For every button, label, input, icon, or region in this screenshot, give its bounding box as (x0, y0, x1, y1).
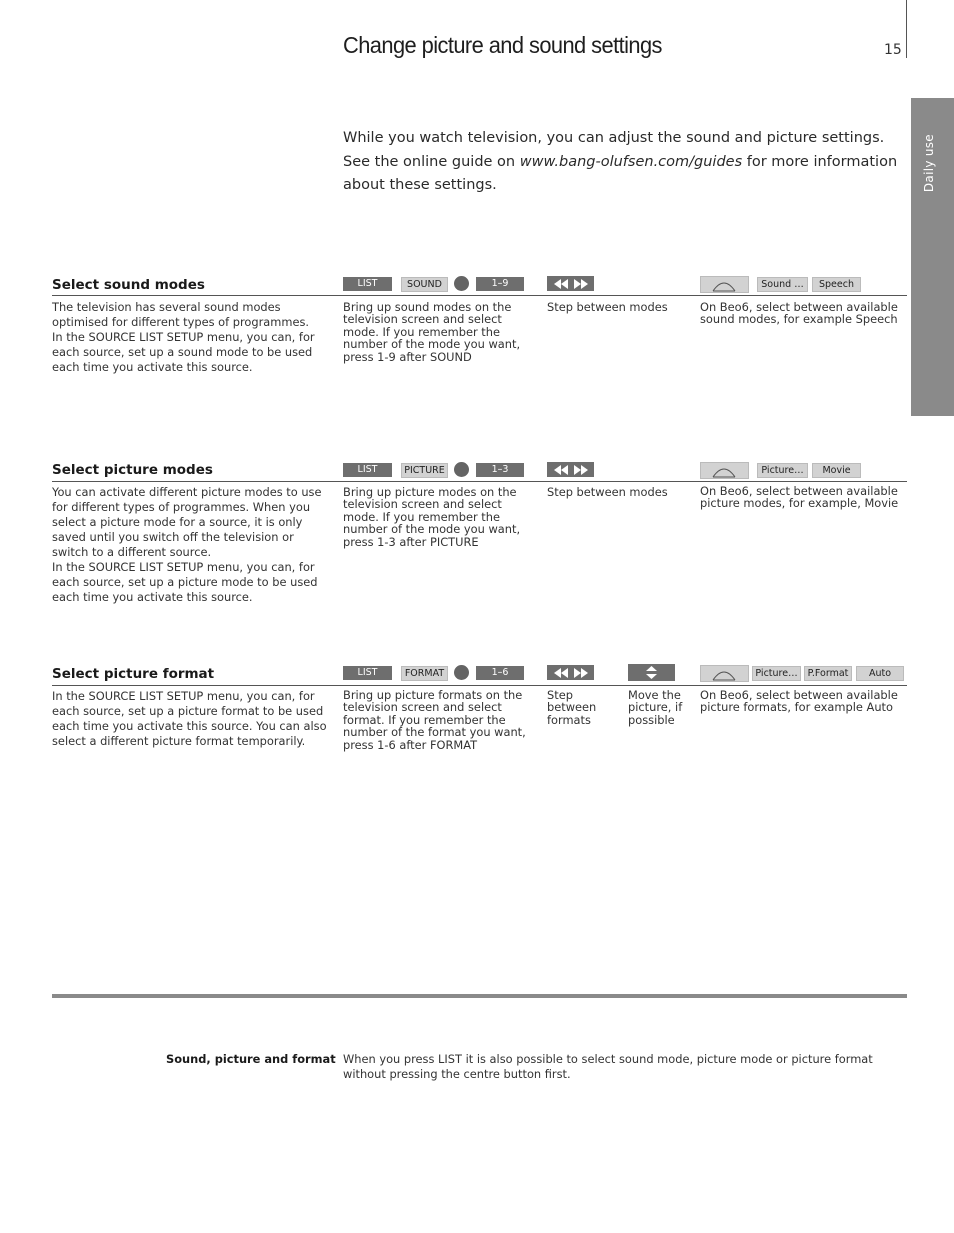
instruction-col1-picture (343, 486, 541, 548)
beo6-key-movie: Movie (812, 463, 861, 478)
note-key-centre: centre (463, 1067, 500, 1081)
instruction-example: Movie (864, 496, 899, 511)
description-paragraph: In the SOURCE LIST SETUP menu, you can, for each source, set up a picture mode to be used each time you activate this source. (52, 560, 318, 604)
instruction-text: On Beo6, select between available sound modes, for example (700, 300, 898, 327)
beo6-display-icon (700, 276, 749, 293)
instruction-text: On Beo6, select between available picture formats, for example (700, 688, 898, 715)
beo6-icon (701, 277, 748, 292)
beo6-display-icon (700, 462, 749, 479)
instruction-text: Bring up picture formats on the television screen and select format. If you remember the number of the format you want, press 1-6 after (343, 688, 526, 752)
beo6-icon (701, 463, 748, 478)
note-title: Sound, picture and format (166, 1052, 336, 1066)
instruction-col2-format: Step between formats (547, 688, 597, 727)
instruction-col2-picture: Step between modes (547, 485, 668, 499)
section-title-format: Select picture format (52, 666, 215, 682)
list-key: LIST (343, 277, 392, 291)
beo6-key-pformat: P.Format (804, 666, 852, 681)
step-arrows-icon (547, 665, 594, 680)
note-key-list: LIST (438, 1052, 462, 1066)
centre-button-icon (454, 462, 469, 477)
bottom-divider (52, 994, 907, 998)
beo6-icon (701, 666, 748, 681)
beo6-key-auto: Auto (856, 666, 904, 681)
sound-key: SOUND (401, 277, 448, 292)
rewind-icon (554, 465, 568, 475)
page-title: Change picture and sound settings (343, 32, 662, 58)
description-paragraph: You can activate different picture modes to use for different types of programmes. When you select a picture mode for a source, it is only saved until you switch off the television or switch to a different source. (52, 485, 322, 559)
instruction-text: Bring up picture modes on the television screen and select mode. If you remember the number of the mode you want, press 1-3 after (343, 485, 521, 549)
note-text (343, 1052, 903, 1082)
list-key: LIST (343, 463, 392, 477)
beo6-key-speech: Speech (812, 277, 861, 292)
instruction-col2b-format: Move the picture, if possible (628, 688, 683, 727)
format-key: FORMAT (401, 666, 448, 681)
intro-paragraph (343, 127, 903, 198)
description-paragraph: The television has several sound modes optimised for different types of programmes. (52, 300, 310, 329)
list-key: LIST (343, 666, 392, 680)
section-rule (52, 685, 907, 686)
centre-button-icon (454, 276, 469, 291)
picture-key: PICTURE (401, 463, 448, 478)
page-number: 15 (884, 42, 902, 58)
instruction-key: PICTURE (429, 534, 479, 549)
section-description-sound (52, 300, 330, 375)
rewind-icon (554, 668, 568, 678)
instruction-col1-format (343, 689, 541, 751)
section-rule (52, 481, 907, 482)
description-paragraph: In the SOURCE LIST SETUP menu, you can, for each source, set up a sound mode to be used each time you activate this source. (52, 330, 315, 374)
forward-icon (574, 279, 588, 289)
section-description-format (52, 689, 330, 749)
up-down-icon (628, 664, 675, 681)
up-down-arrows-icon (628, 664, 675, 681)
beo6-key-picture: Picture… (757, 463, 808, 478)
instruction-key: SOUND (429, 349, 472, 364)
section-rule (52, 295, 907, 296)
step-arrows-icon (547, 276, 594, 291)
note-text-part: When you press (343, 1052, 439, 1066)
description-paragraph: In the SOURCE LIST SETUP menu, you can, for each source, set up a picture format to be used each time you activate this source. You can also select a different picture format temporarily. (52, 689, 327, 748)
instruction-col2-sound: Step between modes (547, 300, 668, 314)
step-arrows-icon (547, 462, 594, 477)
instruction-text: Bring up sound modes on the television screen and select mode. If you remember the number of the mode you want, press 1-9 after (343, 300, 521, 364)
instruction-col3-picture (700, 485, 905, 510)
instruction-col1-sound (343, 301, 541, 363)
guide-url: www.bang-olufsen.com/guides (519, 153, 743, 170)
beo6-display-icon (700, 665, 749, 682)
number-key: 1–3 (476, 463, 524, 477)
number-key: 1–6 (476, 666, 524, 680)
instruction-col3-sound (700, 301, 905, 326)
instruction-text: On Beo6, select between available picture modes, for example, (700, 484, 898, 511)
note-text-part: it is also possible to select sound mode, picture mode or picture format without pressing the (343, 1052, 873, 1081)
note-text-part: button first. (499, 1067, 571, 1081)
rewind-icon (554, 279, 568, 289)
section-title-picture: Select picture modes (52, 462, 213, 478)
side-tab (911, 98, 954, 416)
instruction-example: Speech (855, 312, 898, 327)
instruction-col3-format (700, 689, 905, 714)
intro-text: While you watch television, you can adjust the sound and picture settings. See the online guide on (343, 130, 885, 170)
side-tab-label: Daily use (922, 134, 936, 193)
instruction-example: Auto (866, 700, 893, 715)
header-divider (906, 0, 907, 58)
centre-button-icon (454, 665, 469, 680)
forward-icon (574, 465, 588, 475)
beo6-key-picture: Picture… (752, 666, 801, 681)
section-title-sound: Select sound modes (52, 277, 205, 293)
intro-text-end: for more information about these settings. (343, 153, 898, 193)
instruction-key: FORMAT (429, 737, 478, 752)
number-key: 1–9 (476, 277, 524, 291)
section-description-picture (52, 485, 330, 605)
forward-icon (574, 668, 588, 678)
beo6-key-sound: Sound … (757, 277, 808, 292)
